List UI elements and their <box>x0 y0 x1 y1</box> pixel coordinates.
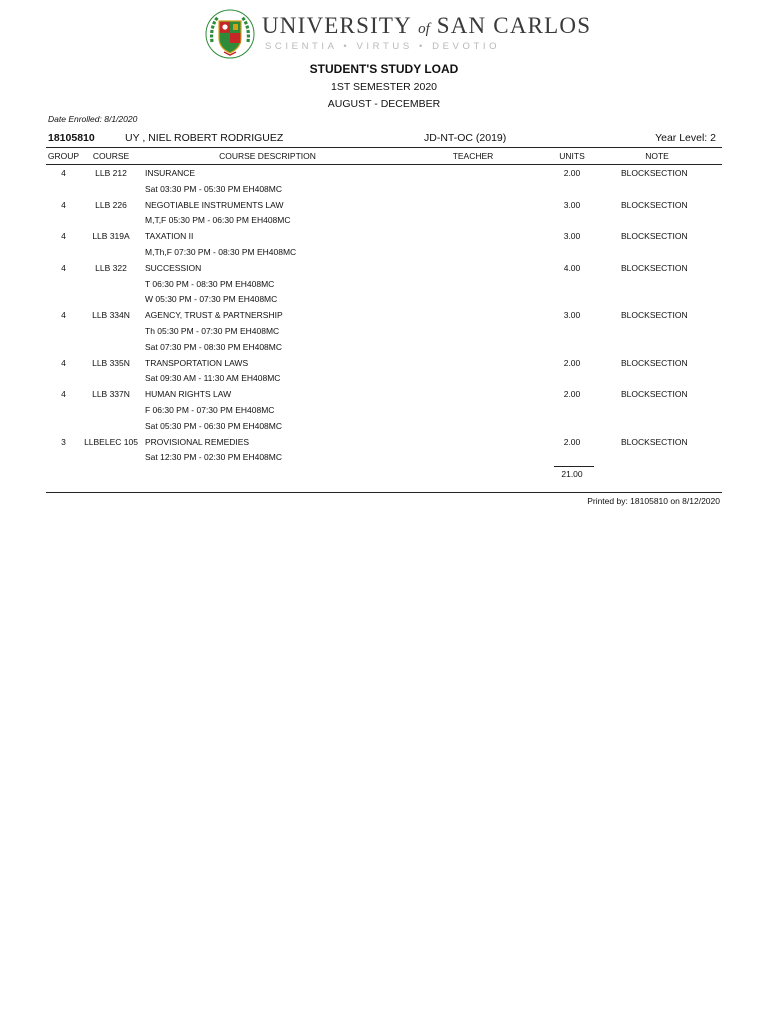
column-header-units: UNITS <box>559 151 585 161</box>
schedule-text: Th 05:30 PM - 07:30 PM EH408MC <box>145 325 280 336</box>
semester-label: 1ST SEMESTER 2020 <box>330 81 438 93</box>
schedule-row <box>0 342 768 358</box>
schedule-row <box>0 247 768 263</box>
subject-note: BLOCKSECTION <box>621 389 688 400</box>
schedule-row <box>0 184 768 200</box>
university-motto: SCIENTIA • VIRTUS • DEVOTIO <box>265 41 501 52</box>
column-header-course: COURSE <box>92 151 130 161</box>
printed-by: Printed by: 18105810 on 8/12/2020 <box>587 496 720 506</box>
subject-row <box>0 200 768 216</box>
university-name: UNIVERSITY of SAN CARLOS <box>262 13 592 38</box>
column-header-note: NOTE <box>645 151 669 161</box>
subject-group: 4 <box>61 310 66 321</box>
subject-units: 3.00 <box>563 310 581 321</box>
schedule-text: Sat 09:30 AM - 11:30 AM EH408MC <box>145 373 281 384</box>
schedule-text: W 05:30 PM - 07:30 PM EH408MC <box>145 294 278 305</box>
subject-course-code: LLB 212 <box>95 168 127 178</box>
period-label: AUGUST - DECEMBER <box>327 98 441 110</box>
column-header-teacher: TEACHER <box>452 151 494 161</box>
schedule-text: Sat 05:30 PM - 06:30 PM EH408MC <box>145 420 283 431</box>
subject-row <box>0 263 768 279</box>
subject-course-code: LLB 226 <box>95 199 127 210</box>
document-title: STUDENT'S STUDY LOAD <box>309 62 459 76</box>
date-enrolled: Date Enrolled: 8/1/2020 <box>48 114 138 124</box>
subject-note: BLOCKSECTION <box>621 168 688 178</box>
subject-note: BLOCKSECTION <box>621 436 688 447</box>
subject-course-code: LLB 335N <box>92 357 130 368</box>
subject-row <box>0 168 768 184</box>
footer-divider <box>46 492 722 493</box>
university-seal-icon <box>204 8 256 60</box>
column-header-description: COURSE DESCRIPTION <box>219 151 316 161</box>
subject-course-code: LLB 319A <box>92 231 130 242</box>
column-header-divider <box>46 164 722 165</box>
subject-row <box>0 437 768 453</box>
subject-units: 3.00 <box>563 231 581 242</box>
schedule-text: Sat 07:30 PM - 08:30 PM EH408MC <box>145 341 283 352</box>
subject-group: 4 <box>61 389 66 400</box>
subject-units: 2.00 <box>563 357 581 368</box>
total-units: 21.00 <box>561 469 583 479</box>
subject-note: BLOCKSECTION <box>621 357 688 368</box>
subject-note: BLOCKSECTION <box>621 231 688 242</box>
subject-row <box>0 358 768 374</box>
subject-group: 3 <box>61 436 66 447</box>
subject-row <box>0 231 768 247</box>
subject-course-code: LLB 322 <box>95 262 127 273</box>
schedule-row <box>0 279 768 295</box>
schedule-row <box>0 405 768 421</box>
schedule-row <box>0 421 768 437</box>
subject-note: BLOCKSECTION <box>621 262 688 273</box>
total-underline <box>554 466 594 467</box>
subject-units: 2.00 <box>563 389 581 400</box>
schedule-row <box>0 294 768 310</box>
subject-description: TAXATION II <box>145 231 194 242</box>
schedule-row <box>0 452 768 468</box>
subject-description: NEGOTIABLE INSTRUMENTS LAW <box>145 199 284 210</box>
student-name: UY , NIEL ROBERT RODRIGUEZ <box>125 132 284 144</box>
schedule-text: F 06:30 PM - 07:30 PM EH408MC <box>145 404 275 415</box>
student-id: 18105810 <box>48 132 95 144</box>
schedule-row <box>0 215 768 231</box>
university-letterhead <box>204 8 592 62</box>
year-level: Year Level: 2 <box>655 132 716 144</box>
subject-row <box>0 310 768 326</box>
subject-note: BLOCKSECTION <box>621 199 688 210</box>
subject-description: AGENCY, TRUST & PARTNERSHIP <box>145 310 283 321</box>
subjects-table <box>0 168 768 468</box>
subject-group: 4 <box>61 168 66 178</box>
schedule-text: Sat 12:30 PM - 02:30 PM EH408MC <box>145 452 283 463</box>
schedule-text: Sat 03:30 PM - 05:30 PM EH408MC <box>145 183 283 194</box>
subject-group: 4 <box>61 199 66 210</box>
subject-units: 3.00 <box>563 199 581 210</box>
subject-description: TRANSPORTATION LAWS <box>145 357 249 368</box>
schedule-text: M,T,F 05:30 PM - 06:30 PM EH408MC <box>145 215 291 226</box>
subject-units: 2.00 <box>563 436 581 447</box>
subject-course-code: LLB 334N <box>92 310 130 321</box>
subject-group: 4 <box>61 231 66 242</box>
subject-units: 2.00 <box>563 168 581 178</box>
subject-row <box>0 389 768 405</box>
column-header-group: GROUP <box>47 151 80 161</box>
subject-note: BLOCKSECTION <box>621 310 688 321</box>
subject-description: INSURANCE <box>145 168 196 178</box>
header-divider <box>46 147 722 148</box>
subject-description: SUCCESSION <box>145 262 202 273</box>
student-program: JD-NT-OC (2019) <box>424 132 507 144</box>
subject-group: 4 <box>61 262 66 273</box>
schedule-text: T 06:30 PM - 08:30 PM EH408MC <box>145 278 275 289</box>
subject-group: 4 <box>61 357 66 368</box>
subject-course-code: LLB 337N <box>92 389 130 400</box>
subject-course-code: LLBELEC 105 <box>84 436 138 447</box>
schedule-text: M,Th,F 07:30 PM - 08:30 PM EH408MC <box>145 246 297 257</box>
subject-description: PROVISIONAL REMEDIES <box>145 436 250 447</box>
subject-description: HUMAN RIGHTS LAW <box>145 389 232 400</box>
subject-units: 4.00 <box>563 262 581 273</box>
schedule-row <box>0 326 768 342</box>
schedule-row <box>0 373 768 389</box>
